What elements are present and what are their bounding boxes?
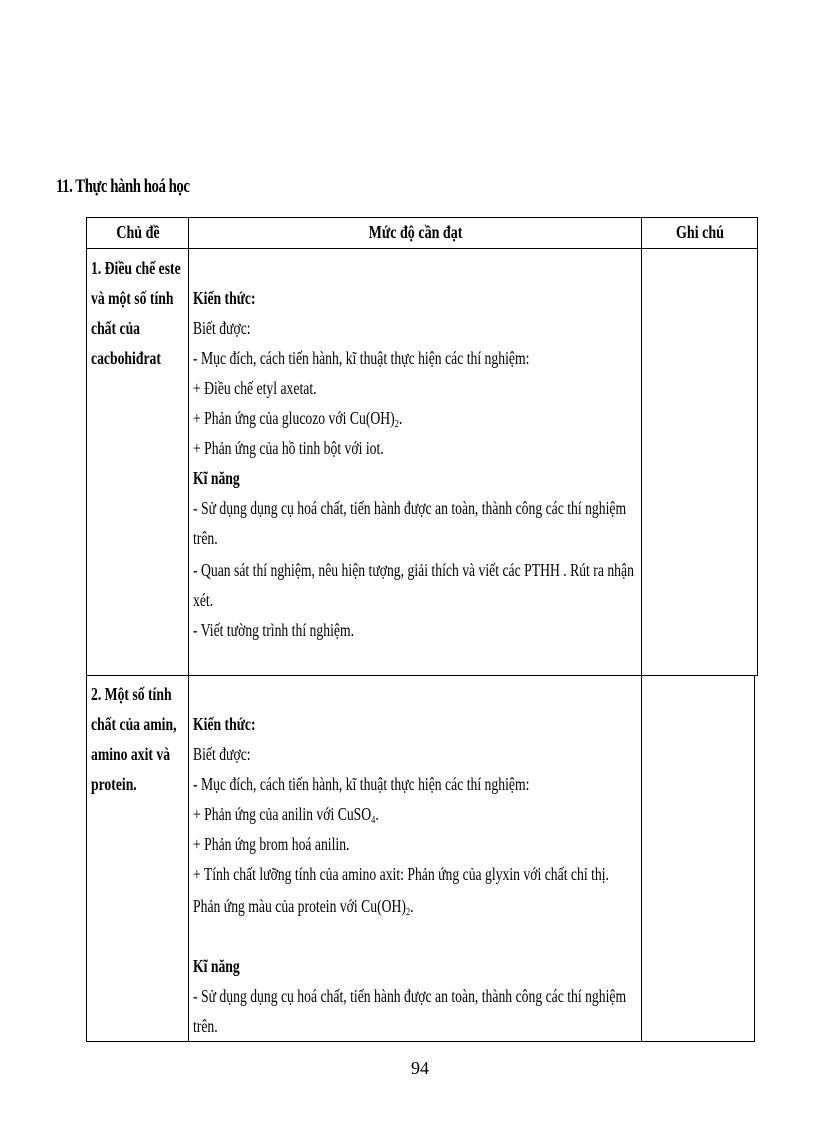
knowledge-heading: Kiến thức: — [193, 714, 256, 734]
content-line: + Tính chất lưỡng tính của amino axit: Phản ứng của glyxin với chất chỉ thị. — [193, 864, 609, 884]
content-line: + Điều chế etyl axetat. — [193, 378, 317, 398]
page-number: 94 — [411, 1058, 429, 1078]
content-line: Biết được: — [193, 744, 251, 764]
topic-line: 2. Một số tính — [91, 684, 172, 704]
content-line: - Sử dụng dụng cụ hoá chất, tiến hành được an toàn, thành công các thí nghiệm — [193, 986, 627, 1006]
content-line: - Mục đích, cách tiến hành, kĩ thuật thực hiện các thí nghiệm: — [193, 774, 530, 794]
topic-line: chất của — [91, 318, 141, 338]
topic-line: protein. — [91, 774, 137, 794]
content-line: Phản ứng màu của protein với $Cu(OH)_2$. — [193, 896, 414, 918]
knowledge-heading: Kiến thức: — [193, 288, 256, 308]
content-line: trên. — [193, 1016, 218, 1036]
content-line: trên. — [193, 528, 218, 548]
header-note: Ghi chú — [676, 222, 724, 242]
content-line: + Phản ứng brom hoá anilin. — [193, 834, 350, 854]
content-line: xét. — [193, 590, 214, 610]
skills-heading: Kĩ năng — [193, 468, 240, 488]
topic-line: cacbohiđrat — [91, 348, 161, 368]
topic-line: amino axit và — [91, 744, 171, 764]
content-line: Biết được: — [193, 318, 251, 338]
section-title: 11. Thực hành hoá học — [56, 176, 190, 197]
content-line: + Phản ứng của anilin với CuSO$_4$. — [193, 804, 379, 826]
header-level: Mức độ cần đạt — [368, 222, 463, 242]
skills-heading: Kĩ năng — [193, 956, 240, 976]
content-line: - Quan sát thí nghiệm, nêu hiện tượng, giải thích và viết các PTHH . Rút ra nhận — [193, 560, 634, 580]
content-line: - Sử dụng dụng cụ hoá chất, tiến hành được an toàn, thành công các thí nghiệm — [193, 498, 627, 518]
topic-line: chất của amin, — [91, 714, 177, 734]
content-line: - Viết tường trình thí nghiệm. — [193, 620, 355, 640]
content-line: - Mục đích, cách tiến hành, kĩ thuật thực hiện các thí nghiệm: — [193, 348, 530, 368]
header-topic: Chủ đề — [116, 222, 160, 242]
topic-line: và một số tính — [91, 288, 174, 308]
content-line: + Phản ứng của glucozo với $Cu(OH)_2$. — [193, 408, 403, 430]
topic-line: 1. Điều chế este — [91, 258, 181, 278]
content-line: + Phản ứng của hồ tinh bột với iot. — [193, 438, 384, 458]
